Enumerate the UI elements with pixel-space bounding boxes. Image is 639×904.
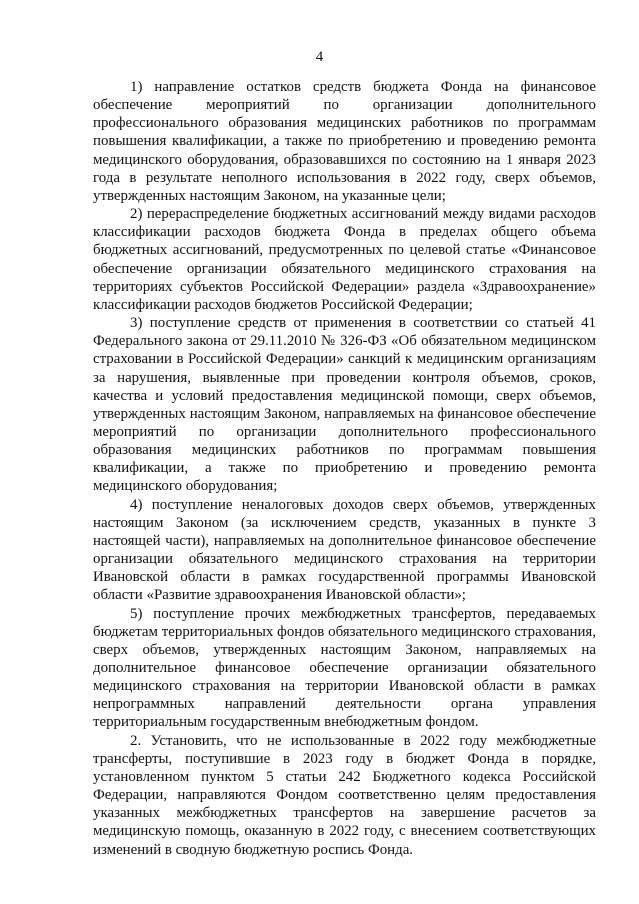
paragraph-item-5: 5) поступление прочих межбюджетных трансфертов, передаваемых бюджетам территориальных фондов обязательного медицинского страхования, сверх объемов, утвержденных настоящим Законом, направляемых на дополнительное финансовое обеспечение организации обязательного медицинского страхования на территории Ивановской области в рамках непрограммных направлений деятельности органа управления территориальным государственным внебюджетным фондом.: [93, 605, 596, 731]
paragraph-item-2: 2) перераспределение бюджетных ассигнований между видами расходов классификации расходов бюджета Фонда в пределах общего объема бюджетных ассигнований, предусмотренных по целевой статье «Финансовое обеспечение организации обязательного медицинского страхования на территориях субъектов Российской Федерации» раздела «Здравоохранение» классификации расходов бюджетов Российской Федерации;: [93, 206, 596, 313]
paragraph-section-2: 2. Установить, что не использованные в 2022 году межбюджетные трансферты, поступившие в 2023 году в бюджет Фонда в порядке, установленном пунктом 5 статьи 242 Бюджетного кодекса Российской Федерации, направляются Фондом соответственно целям предоставления указанных межбюджетных трансфертов на завершение расчетов за медицинскую помощь, оказанную в 2022 году, с внесением соответствующих изменений в сводную бюджетную роспись Фонда.: [93, 732, 596, 858]
paragraph-item-3: 3) поступление средств от применения в соответствии со статьей 41 Федерального закона от 29.11.2010 № 326-ФЗ «Об обязательном медицинском страховании в Российской Федерации» санкций к медицинским организациям за нарушения, выявленные при проведении контроля объемов, сроков, качества и условий предоставления медицинской помощи, сверх объемов, утвержденных настоящим Законом, направляемых на финансовое обеспечение мероприятий по организации дополнительного профессионального образования медицинских работников по программам повышения квалификации, а также по приобретению и проведению ремонта медицинского оборудования;: [93, 315, 596, 495]
paragraph-item-4: 4) поступление неналоговых доходов сверх объемов, утвержденных настоящим Законом (за исключением средств, указанных в пункте 3 настоящей части), направляемых на дополнительное финансовое обеспечение организации обязательного медицинского страхования на территории Ивановской области в рамках государственной программы Ивановской области «Развитие здравоохранения Ивановской области»;: [93, 496, 596, 604]
document-body: [93, 78, 596, 859]
paragraph-item-1: 1) направление остатков средств бюджета Фонда на финансовое обеспечение мероприятий по организации дополнительного профессионального образования медицинских работников по программам повышения квалификации, а также по приобретению и проведению ремонта медицинского оборудования, образовавшихся по состоянию на 1 января 2023 года в результате неполного использования в 2022 году, сверх объемов, утвержденных настоящим Законом, на указанные цели;: [93, 79, 596, 204]
page-number: 4: [315, 49, 324, 65]
